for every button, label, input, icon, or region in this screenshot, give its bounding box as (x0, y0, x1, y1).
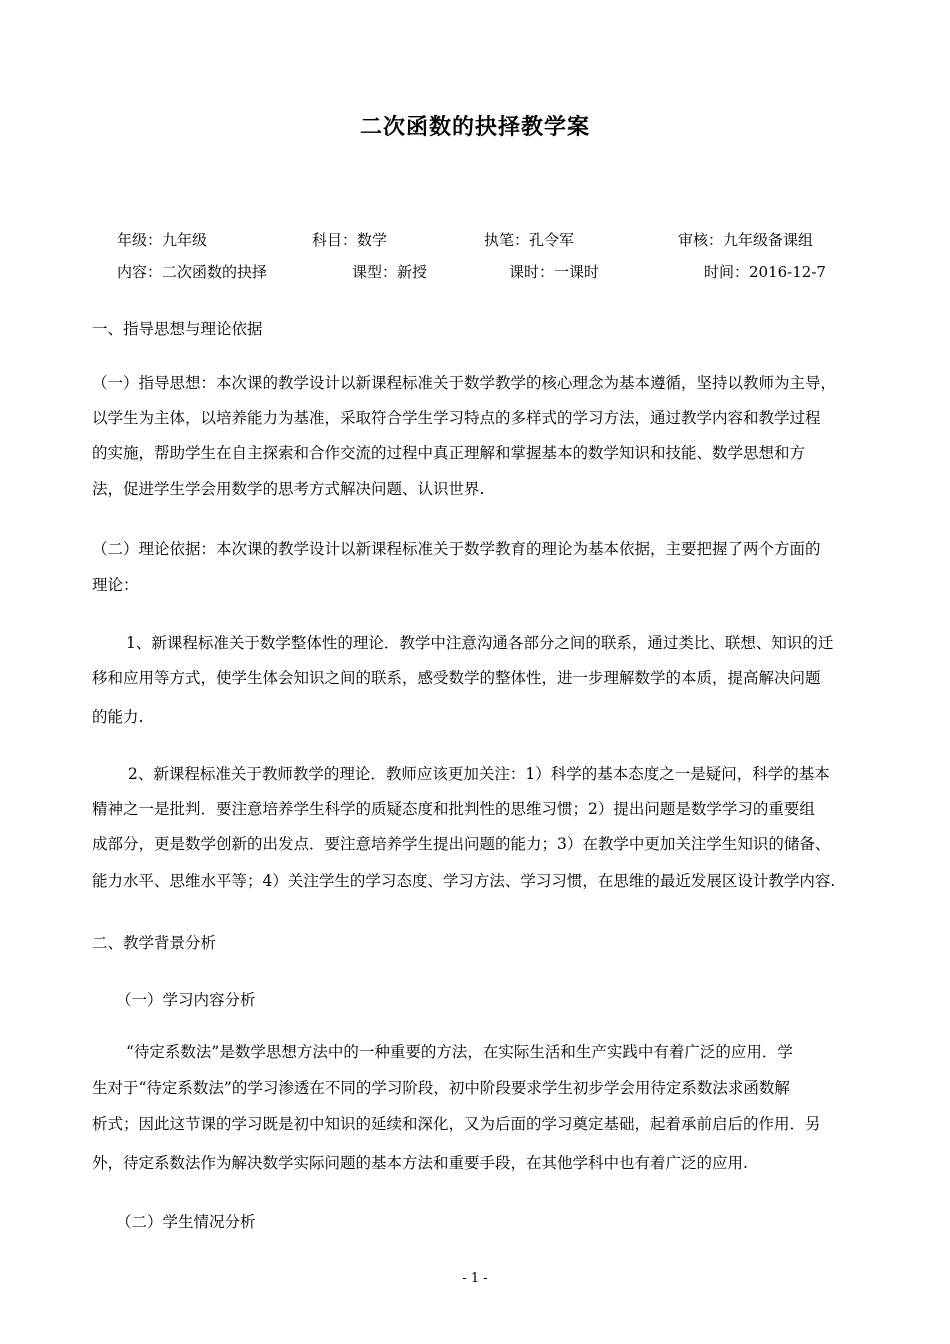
paragraph-point2-line: 成部分，更是数学创新的出发点．要注意培养学生提出问题的能力；3）在教学中更加关注学生知识的储备、 (92, 835, 831, 853)
paragraph-content-line: 析式；因此这节课的学习既是初中知识的延续和深化，又为后面的学习奠定基础，起着承前启后的作用．另 (92, 1115, 821, 1133)
paragraph-content-line: 生对于“待定系数法”的学习渗透在不同的学习阶段，初中阶段要求学生初步学会用待定系数法求函数解 (92, 1079, 790, 1097)
document-title: 二次函数的抉择教学案 (359, 115, 590, 140)
meta-content: 内容：二次函数的抉择 (117, 263, 268, 281)
meta-date: 时间：2016-12-7 (704, 263, 826, 281)
paragraph-point1-line: 1、新课程标准关于数学整体性的理论．教学中注意沟通各部分之间的联系，通过类比、联想、知识的迁 (126, 634, 834, 652)
paragraph-point1-line: 移和应用等方式，使学生体会知识之间的联系，感受数学的整体性，进一步理解数学的本质，提高解决问题 (92, 669, 821, 687)
paragraph-point1-line: 的能力. (92, 708, 144, 726)
paragraph-point2-line: 精神之一是批判．要注意培养学生科学的质疑态度和批判性的思维习惯；2）提出问题是数学学习的重要组 (92, 800, 815, 818)
paragraph-content-line: “待定系数法”是数学思想方法中的一种重要的方法，在实际生活和生产实践中有着广泛的应用．学 (126, 1043, 793, 1061)
subsection-content-analysis: （一）学习内容分析 (116, 991, 256, 1009)
paragraph-guiding-line: 的实施，帮助学生在自主探索和合作交流的过程中真正理解和掌握基本的数学知识和技能、数学思想和方 (92, 444, 806, 462)
paragraph-point2-line: 能力水平、思维水平等；4）关注学生的学习态度、学习方法、学习习惯，在思维的最近发展区设计教学内容. (92, 872, 836, 890)
meta-lesson-type: 课型：新授 (352, 263, 428, 281)
meta-subject: 科目：数学 (312, 231, 388, 249)
subsection-student-analysis: （二）学生情况分析 (116, 1213, 256, 1231)
paragraph-guiding-line: 法，促进学生学会用数学的思考方式解决问题、认识世界. (92, 480, 485, 498)
meta-reviewer: 审核：九年级备课组 (678, 231, 814, 249)
section-1-heading: 一、指导思想与理论依据 (92, 320, 263, 338)
paragraph-theory-line: （二）理论依据：本次课的教学设计以新课程标准关于数学教育的理论为基本依据，主要把握了两个方面的 (92, 540, 821, 558)
paragraph-point2-line: 2、新课程标准关于教师教学的理论．教师应该更加关注：1）科学的基本态度之一是疑问，科学的基本 (128, 765, 830, 783)
section-2-heading: 二、教学背景分析 (92, 934, 217, 952)
meta-period: 课时：一课时 (509, 263, 600, 281)
meta-grade: 年级：九年级 (117, 231, 208, 249)
paragraph-content-line: 外，待定系数法作为解决数学实际问题的基本方法和重要手段，在其他学科中也有着广泛的应用. (92, 1154, 748, 1172)
paragraph-guiding-line: 以学生为主体，以培养能力为基准，采取符合学生学习特点的多样式的学习方法，通过教学内容和教学过程 (92, 409, 821, 427)
meta-author: 执笔：孔令军 (484, 231, 575, 249)
paragraph-guiding-line: （一）指导思想：本次课的教学设计以新课程标准关于数学教学的核心理念为基本遵循，坚持以教师为主导， (92, 374, 837, 392)
paragraph-theory-line: 理论： (92, 576, 139, 594)
page-number: - 1 - (462, 1271, 488, 1286)
